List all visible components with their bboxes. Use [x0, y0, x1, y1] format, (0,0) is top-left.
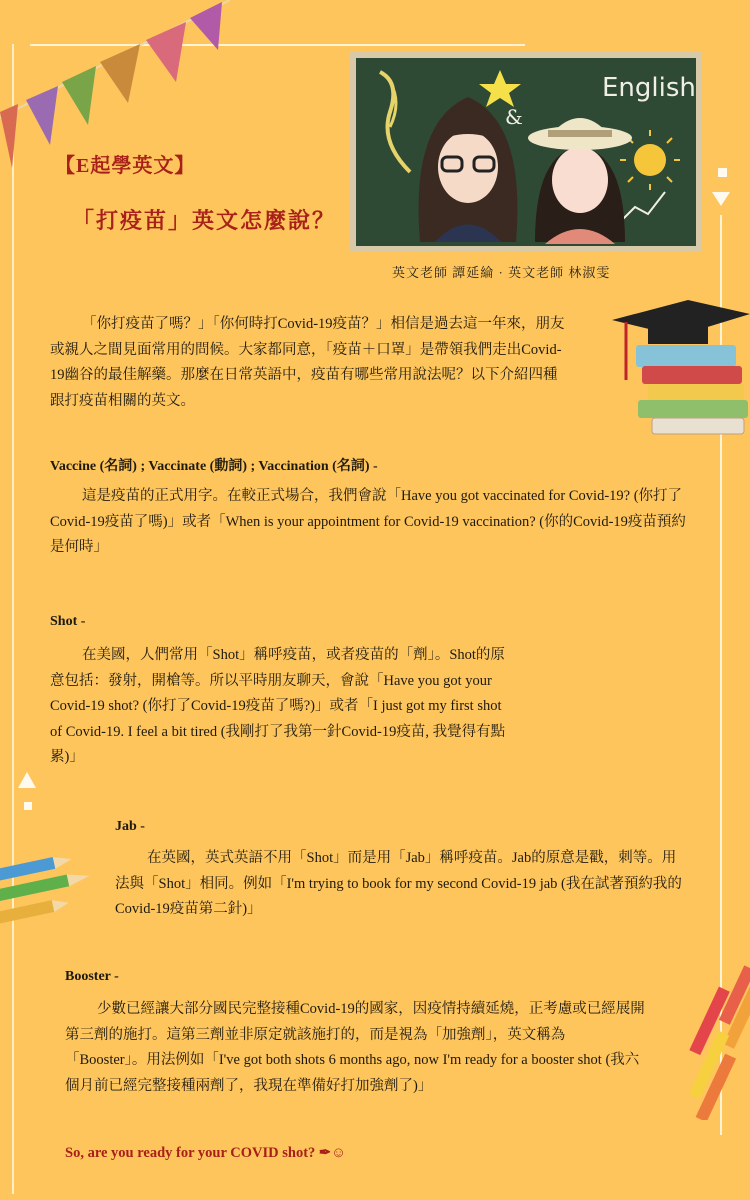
bunting-flags-decoration [0, 0, 230, 170]
frame-line-left [12, 44, 14, 1194]
graduation-cap-books-icon [608, 300, 750, 440]
teacher-caption: 英文老師 譚延綸 · 英文老師 林淑雯 [392, 265, 611, 280]
closing-text: So, are you ready for your COVID shot? [65, 1145, 316, 1161]
section-heading-jab: Jab - [115, 819, 145, 834]
page-title: 「打疫苗」英文怎麼說？ [72, 208, 337, 233]
section-body-jab: 在英國，英式英語不用「Shot」而是用「Jab」稱呼疫苗。Jab的原意是戳，刺等。用法與「Shot」相同。例如「I'm trying to book for my second Covid-19 jab (我在試著預約我的Covid-19疫苗第二針)」 [115, 850, 682, 917]
section-body-shot: 在美國，人們常用「Shot」稱呼疫苗，或者疫苗的「劑」。Shot的原意包括：發射，開槍等。所以平時朋友聊天，會說「Have you got your Covid-19 shot? (你打了Covid-19疫苗了嗎?)」或者「I just got my first shot of Covid-19. I feel a bit tired (我剛打了我第一針Covid-19疫苗, 我覺得有點累)」 [50, 647, 506, 765]
closing-line [65, 1145, 346, 1162]
teachers-chalkboard-illustration [350, 52, 702, 252]
triangle-down-decoration [712, 192, 730, 206]
section-heading-shot: Shot - [50, 614, 86, 629]
square-decoration [718, 168, 727, 177]
intro-paragraph: 「你打疫苗了嗎？」「你何時打Covid-19疫苗？」相信是過去這一年來，朋友或親人之間見面常用的問候。大家都同意，「疫苗＋口罩」是帶領我們走出Covid-19幽谷的最佳解藥。那麼在日常英語中，疫苗有哪些常用說法呢？以下介紹四種跟打疫苗相關的英文。 [50, 316, 565, 409]
pencils-decoration [0, 845, 95, 940]
svg-text:&: & [505, 105, 523, 129]
section-heading-booster: Booster - [65, 969, 119, 984]
section-body-vaccine: 這是疫苗的正式用字。在較正式場合，我們會說「Have you got vaccinated for Covid-19? (你打了Covid-19疫苗了嗎)」或者「When is your appointment for Covid-19 vaccination? (你的Covid-19疫苗預約是何時」 [50, 488, 686, 555]
series-title: 【E起學英文】 [55, 155, 196, 177]
section-body-booster: 少數已經讓大部分國民完整接種Covid-19的國家，因疫情持續延燒，正考慮或已經展開第三劑的施打。這第三劑並非原定就該施打的，而是視為「加強劑」，英文稱為「Booster」。用法例如「I've got both shots 6 months ago, now I'm ready for a booster shot (我六個月前已經完整接種兩劑了，我現在準備好打加強劑了)」 [65, 1001, 645, 1094]
board-text: English [602, 73, 696, 103]
syringe-icon: ✒ [318, 1145, 332, 1161]
section-heading-vaccine: Vaccine (名詞) ; Vaccinate (動詞) ; Vaccination (名詞) - [50, 459, 378, 474]
triangle-up-decoration [18, 772, 36, 788]
smile-icon: ☺ [331, 1145, 346, 1161]
square-decoration-2 [24, 802, 32, 810]
colored-pencils-decoration [680, 960, 750, 1120]
